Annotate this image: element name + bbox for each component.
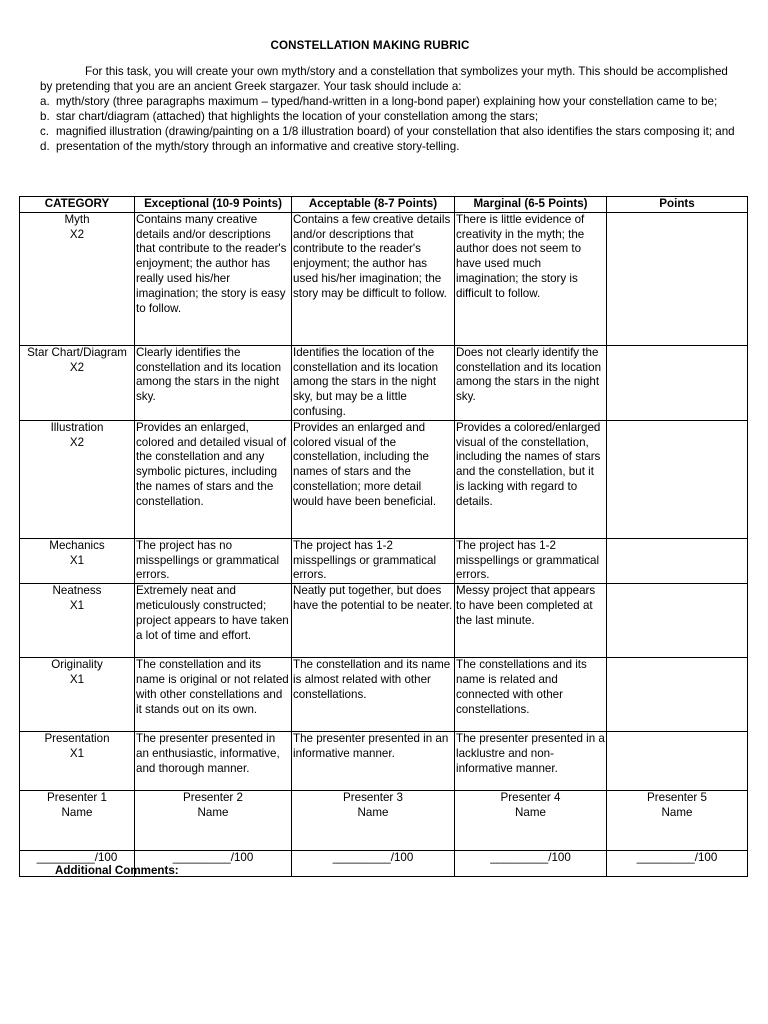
task-marker: c. — [40, 125, 50, 138]
points-cell[interactable] — [607, 212, 748, 345]
score-cell[interactable]: _________/100 — [292, 851, 455, 877]
category-cell — [20, 732, 135, 791]
category-cell — [20, 345, 135, 420]
category-name: Myth — [64, 212, 90, 226]
presenter-cell[interactable] — [455, 791, 607, 851]
table-row — [20, 420, 748, 538]
exceptional-cell: Contains many creative details and/or descriptions that contribute to the reader's enjoyment; the author has really used his/her imagination; the story is easy to follow. — [135, 212, 292, 345]
category-weight: X1 — [69, 746, 85, 760]
presenter-label: Presenter 4 — [500, 791, 561, 805]
marginal-cell: Messy project that appears to have been completed at the last minute. — [455, 584, 607, 658]
presenter-label: Presenter 5 — [647, 791, 707, 805]
category-cell — [20, 538, 135, 583]
category-weight: X2 — [69, 227, 85, 241]
intro-paragraph: For this task, you will create your own myth/story and a constellation that symbolizes your myth. This should be accomplished by pretending that you are an ancient Greek stargazer. Your task should include a: — [40, 65, 728, 93]
presenter-name-label: Name — [661, 805, 693, 819]
header-exceptional: Exceptional (10-9 Points) — [135, 197, 292, 213]
category-name: Originality — [51, 658, 103, 672]
table-row — [20, 584, 748, 658]
points-cell[interactable] — [607, 732, 748, 791]
table-row — [20, 212, 748, 345]
acceptable-cell: The constellation and its name is almost related with other constellations. — [292, 658, 455, 732]
category-cell — [20, 584, 135, 658]
header-category: CATEGORY — [20, 197, 135, 213]
points-cell[interactable] — [607, 420, 748, 538]
category-weight: X1 — [69, 553, 85, 567]
presenter-cell[interactable] — [292, 791, 455, 851]
task-item-a — [40, 94, 740, 109]
score-cell[interactable]: _________/100 — [135, 851, 292, 877]
exceptional-cell: The presenter presented in an enthusiastic, informative, and thorough manner. — [135, 732, 292, 791]
task-text: star chart/diagram (attached) that highlights the location of your constellation among the stars; — [56, 110, 539, 123]
header-marginal: Marginal (6-5 Points) — [455, 197, 607, 213]
task-text: magnified illustration (drawing/painting on a 1/8 illustration board) of your constellation that also identifies the stars composing it; and — [56, 125, 735, 138]
exceptional-cell: Extremely neat and meticulously constructed; project appears to have taken a lot of time and effort. — [135, 584, 292, 658]
presenter-name-label: Name — [357, 805, 389, 819]
task-marker: b. — [40, 110, 50, 123]
document-title: CONSTELLATION MAKING RUBRIC — [270, 39, 470, 52]
acceptable-cell: The presenter presented in an informative manner. — [292, 732, 455, 791]
points-cell[interactable] — [607, 658, 748, 732]
presenter-label: Presenter 1 — [47, 791, 107, 805]
acceptable-cell: Identifies the location of the constellation and its location among the stars in the night sky, but may be a little confusing. — [292, 345, 455, 420]
task-item-c — [40, 124, 740, 139]
points-cell[interactable] — [607, 584, 748, 658]
task-instructions — [40, 64, 740, 154]
marginal-cell: The presenter presented in a lacklustre and non-informative manner. — [455, 732, 607, 791]
header-row — [20, 197, 748, 213]
presenter-cell[interactable] — [20, 791, 135, 851]
header-acceptable: Acceptable (8-7 Points) — [292, 197, 455, 213]
category-name: Mechanics — [49, 538, 105, 552]
task-marker: a. — [40, 95, 50, 108]
acceptable-cell: Neatly put together, but does have the potential to be neater. — [292, 584, 455, 658]
presenter-label: Presenter 3 — [343, 791, 403, 805]
table-row — [20, 732, 748, 791]
header-points: Points — [607, 197, 748, 213]
acceptable-cell: Provides an enlarged and colored visual of the constellation, including the names of stars and the constellation; more detail would have been beneficial. — [292, 420, 455, 538]
exceptional-cell: Clearly identifies the constellation and its location among the stars in the night sky. — [135, 345, 292, 420]
category-name: Star Chart/Diagram — [27, 345, 127, 359]
table-row — [20, 658, 748, 732]
task-marker: d. — [40, 140, 50, 153]
score-cell[interactable]: _________/100 — [607, 851, 748, 877]
acceptable-cell: Contains a few creative details and/or descriptions that contribute to the reader's enjoyment; the author has used his/her imagination; the story may be difficult to follow. — [292, 212, 455, 345]
category-cell — [20, 658, 135, 732]
exceptional-cell: The project has no misspellings or grammatical errors. — [135, 538, 292, 583]
category-weight: X1 — [69, 598, 85, 612]
presenter-name-label: Name — [197, 805, 229, 819]
acceptable-cell: The project has 1-2 misspellings or grammatical errors. — [292, 538, 455, 583]
presenter-name-label: Name — [515, 805, 546, 819]
presenter-label: Presenter 2 — [183, 791, 243, 805]
marginal-cell: Provides a colored/enlarged visual of the constellation, including the names of stars and the constellation, but it is lacking with regard to details. — [455, 420, 607, 538]
category-cell — [20, 420, 135, 538]
task-item-d — [40, 139, 740, 154]
category-weight: X1 — [69, 672, 85, 686]
exceptional-cell: Provides an enlarged, colored and detailed visual of the constellation and any symbolic pictures, including the names of stars and the constellation. — [135, 420, 292, 538]
table-row — [20, 538, 748, 583]
category-name: Neatness — [52, 584, 102, 598]
points-cell[interactable] — [607, 538, 748, 583]
presenter-cell[interactable] — [607, 791, 748, 851]
category-weight: X2 — [69, 435, 85, 449]
category-cell — [20, 212, 135, 345]
points-cell[interactable] — [607, 345, 748, 420]
presenter-name-label: Name — [61, 805, 93, 819]
presenter-cell[interactable] — [135, 791, 292, 851]
marginal-cell: The constellations and its name is related and connected with other constellations. — [455, 658, 607, 732]
exceptional-cell: The constellation and its name is original or not related with other constellations and it stands out on its own. — [135, 658, 292, 732]
score-cell[interactable]: _________/100 — [455, 851, 607, 877]
task-item-b — [40, 109, 740, 124]
marginal-cell: There is little evidence of creativity in the myth; the author does not seem to have used much imagination; the story is difficult to follow. — [455, 212, 607, 345]
category-weight: X2 — [69, 360, 85, 374]
category-name: Presentation — [44, 732, 110, 746]
additional-comments-label: Additional Comments: — [55, 864, 179, 877]
marginal-cell: Does not clearly identify the constellation and its location among the stars in the night sky. — [455, 345, 607, 420]
task-list — [40, 94, 740, 154]
task-text: myth/story (three paragraphs maximum – typed/hand-written in a long-bond paper) explaining how your constellation came to be; — [56, 95, 718, 108]
table-row — [20, 345, 748, 420]
category-name: Illustration — [50, 420, 104, 434]
marginal-cell: The project has 1-2 misspellings or grammatical errors. — [455, 538, 607, 583]
rubric-table — [19, 196, 748, 877]
task-text: presentation of the myth/story through an informative and creative story-telling. — [56, 140, 460, 153]
presenter-row — [20, 791, 748, 851]
score-cell[interactable]: _________/100 — [20, 851, 135, 877]
